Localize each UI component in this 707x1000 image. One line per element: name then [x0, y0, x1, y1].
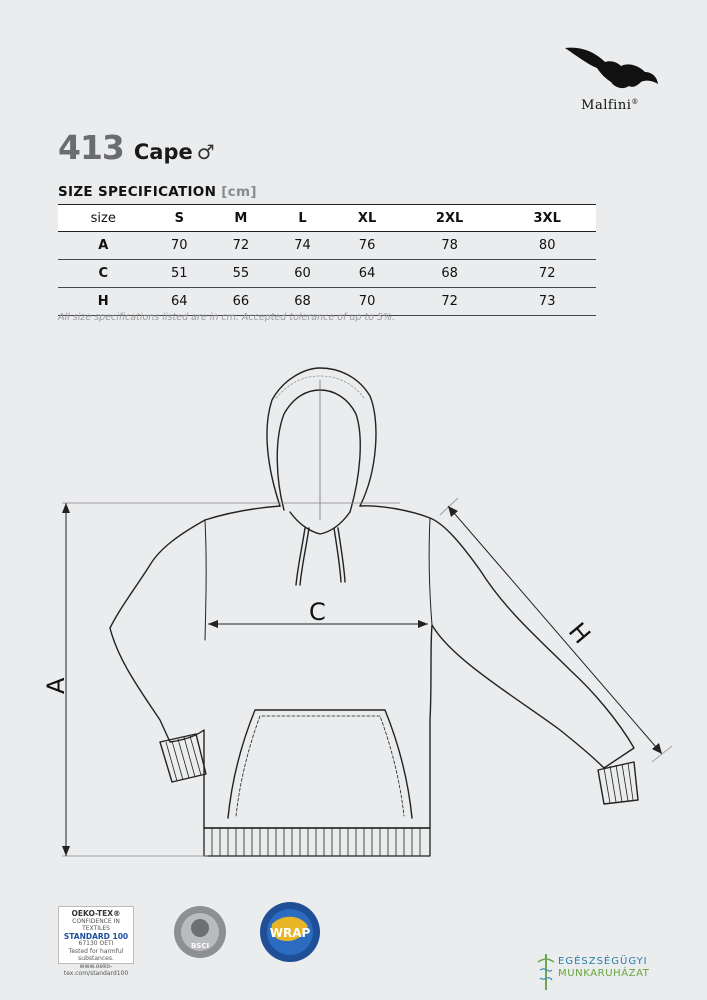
table-cell: 68 — [401, 260, 499, 288]
kangaroo-pocket — [228, 710, 412, 818]
product-code: 413 — [58, 128, 124, 167]
size-table — [58, 204, 596, 316]
wrap-badge — [258, 900, 322, 964]
dimension-h-line — [448, 506, 662, 754]
size-header: 3XL — [498, 205, 596, 232]
size-header-corner: size — [58, 205, 148, 232]
row-label: C — [58, 260, 148, 288]
spec-unit: [cm] — [221, 184, 257, 200]
table-cell: 64 — [333, 260, 401, 288]
male-icon: ♂ — [196, 140, 215, 164]
oeko-tex-badge: OEKO-TEX® CONFIDENCE IN TEXTILES STANDARD 100 67130 OETI Tested for harmful substances. www.oeko-tex.com/standard100 — [58, 906, 134, 964]
hoodie-body-outline — [110, 506, 634, 828]
product-name: Cape — [133, 140, 193, 164]
spec-heading: SIZE SPECIFICATION [cm] — [58, 184, 257, 200]
table-cell: 55 — [210, 260, 272, 288]
size-header: 2XL — [401, 205, 499, 232]
dimension-h-label: H — [562, 617, 596, 650]
table-cell: 76 — [333, 232, 401, 260]
tolerance-note: All size specifications listed are in cm. Accepted tolerance of up to 5%. — [58, 312, 396, 323]
table-cell: 64 — [148, 288, 210, 316]
table-cell: 80 — [498, 232, 596, 260]
row-label: A — [58, 232, 148, 260]
size-table-header — [58, 205, 596, 232]
table-cell: 66 — [210, 288, 272, 316]
size-header: L — [272, 205, 334, 232]
table-cell: 72 — [210, 232, 272, 260]
size-header: S — [148, 205, 210, 232]
table-row — [58, 260, 596, 288]
product-title — [58, 128, 215, 167]
table-cell: 72 — [498, 260, 596, 288]
size-header: M — [210, 205, 272, 232]
table-cell: 70 — [148, 232, 210, 260]
table-cell: 74 — [272, 232, 334, 260]
table-cell: 51 — [148, 260, 210, 288]
dimension-a-label: A — [42, 677, 70, 694]
brand-logo — [555, 42, 665, 122]
row-label: H — [58, 288, 148, 316]
footer-logo: EGÉSZSÉGÜGYI MUNKARUHÁZAT — [536, 952, 664, 994]
table-cell: 78 — [401, 232, 499, 260]
table-cell: 60 — [272, 260, 334, 288]
svg-text:WRAP: WRAP — [269, 926, 311, 940]
table-row — [58, 232, 596, 260]
bsci-badge — [172, 904, 228, 960]
brand-name: Malfini® — [581, 98, 639, 113]
dimension-c-label: C — [309, 598, 326, 626]
size-header: XL — [333, 205, 401, 232]
caduceus-icon — [536, 952, 556, 992]
table-cell: 72 — [401, 288, 499, 316]
eagle-icon — [563, 42, 659, 94]
table-cell: 68 — [272, 288, 334, 316]
table-cell: 70 — [333, 288, 401, 316]
table-cell: 73 — [498, 288, 596, 316]
hoodie-diagram — [0, 360, 707, 870]
svg-text:BSCI: BSCI — [190, 942, 210, 950]
